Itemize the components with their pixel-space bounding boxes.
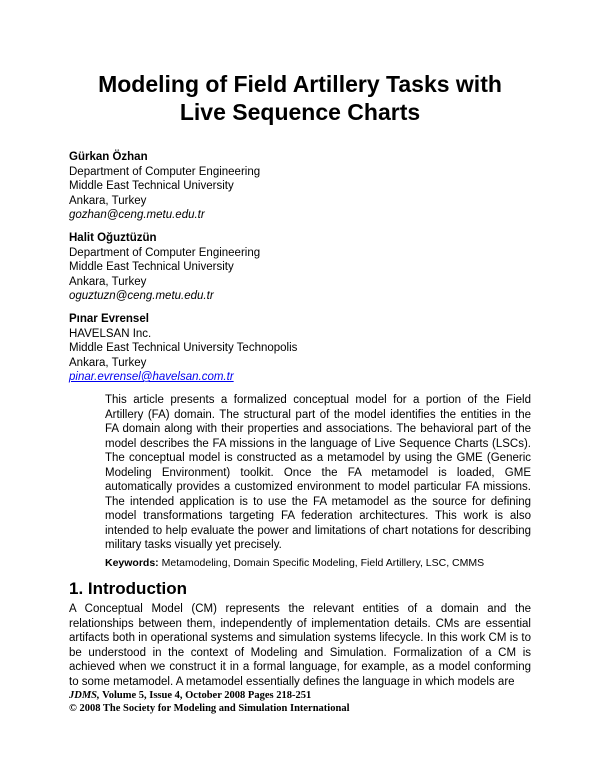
author-affiliation-line: Ankara, Turkey: [69, 194, 147, 207]
author-block-1: [69, 150, 369, 223]
footer-citation: Volume 5, Issue 4, October 2008 Pages 218-251: [99, 690, 312, 701]
footer-copyright: © 2008 The Society for Modeling and Simulation International: [69, 703, 350, 714]
abstract-paragraph: This article presents a formalized conceptual model for a portion of the Field Artillery (FA) domain. The structural part of the model identifies the entities in the FA domain along with their properties and associations. The behavioral part of the model describes the FA missions in the language of Live Sequence Charts (LSCs). The conceptual model is constructed as a metamodel by using the GME (Generic Modeling Environment) toolkit. Once the FA metamodel is loaded, GME automatically provides a customized environment to model particular FA missions. The intended application is to use the FA metamodel as the source for defining model transformations targeting FA federation architectures. This work is also intended to help evaluate the power and limitations of chart notations for describing military tasks visually yet precisely.: [105, 394, 531, 551]
section-heading-introduction: 1. Introduction: [69, 579, 188, 598]
author-name: Halit Oğuztüzün: [69, 232, 157, 244]
footer-citation-line: [69, 689, 549, 702]
author-affiliation-line: Middle East Technical University Technopolis: [69, 342, 298, 354]
footer-journal: JDMS,: [69, 690, 100, 701]
author-email: oguztuzn@ceng.metu.edu.tr: [69, 290, 214, 302]
author-name: Pınar Evrensel: [69, 313, 149, 325]
keywords-text: Metamodeling, Domain Specific Modeling, Field Artillery, LSC, CMMS: [161, 557, 485, 569]
keywords-label: Keywords:: [105, 557, 159, 569]
author-name: Gürkan Özhan: [69, 151, 148, 163]
author-affiliation-line: Middle East Technical University: [69, 180, 234, 192]
author-affiliation-line: Middle East Technical University: [69, 261, 234, 273]
page-footer: [69, 689, 549, 715]
author-affiliation-line: Department of Computer Engineering: [69, 246, 261, 259]
keywords-line: [105, 556, 565, 570]
title-line-2: Live Sequence Charts: [179, 99, 421, 125]
author-affiliation-line: Ankara, Turkey: [69, 356, 147, 369]
introduction-paragraph: A Conceptual Model (CM) represents the relevant entities of a domain and the relationships between them, independently of implementation details. CMs are essential artifacts both in operational systems and simulation systems lifecycle. In this work CM is to be understood in the context of Modeling and Simulation. Formalization of a CM is achieved when we construct it in a formal language, for example, as a model conforming to some metamodel. A metamodel essentially defines the language in which models are: [69, 603, 531, 688]
author-affiliation-line: HAVELSAN Inc.: [69, 327, 152, 340]
author-affiliation-line: Ankara, Turkey: [69, 275, 147, 288]
paper-title: [30, 70, 570, 126]
author-block-2: [69, 231, 369, 304]
author-affiliation-line: Department of Computer Engineering: [69, 165, 261, 178]
author-block-3: [69, 312, 369, 385]
author-email-link[interactable]: pinar.evrensel@havelsan.com.tr: [69, 371, 234, 383]
author-email: gozhan@ceng.metu.edu.tr: [69, 209, 205, 221]
title-line-1: Modeling of Field Artillery Tasks with: [98, 71, 502, 97]
